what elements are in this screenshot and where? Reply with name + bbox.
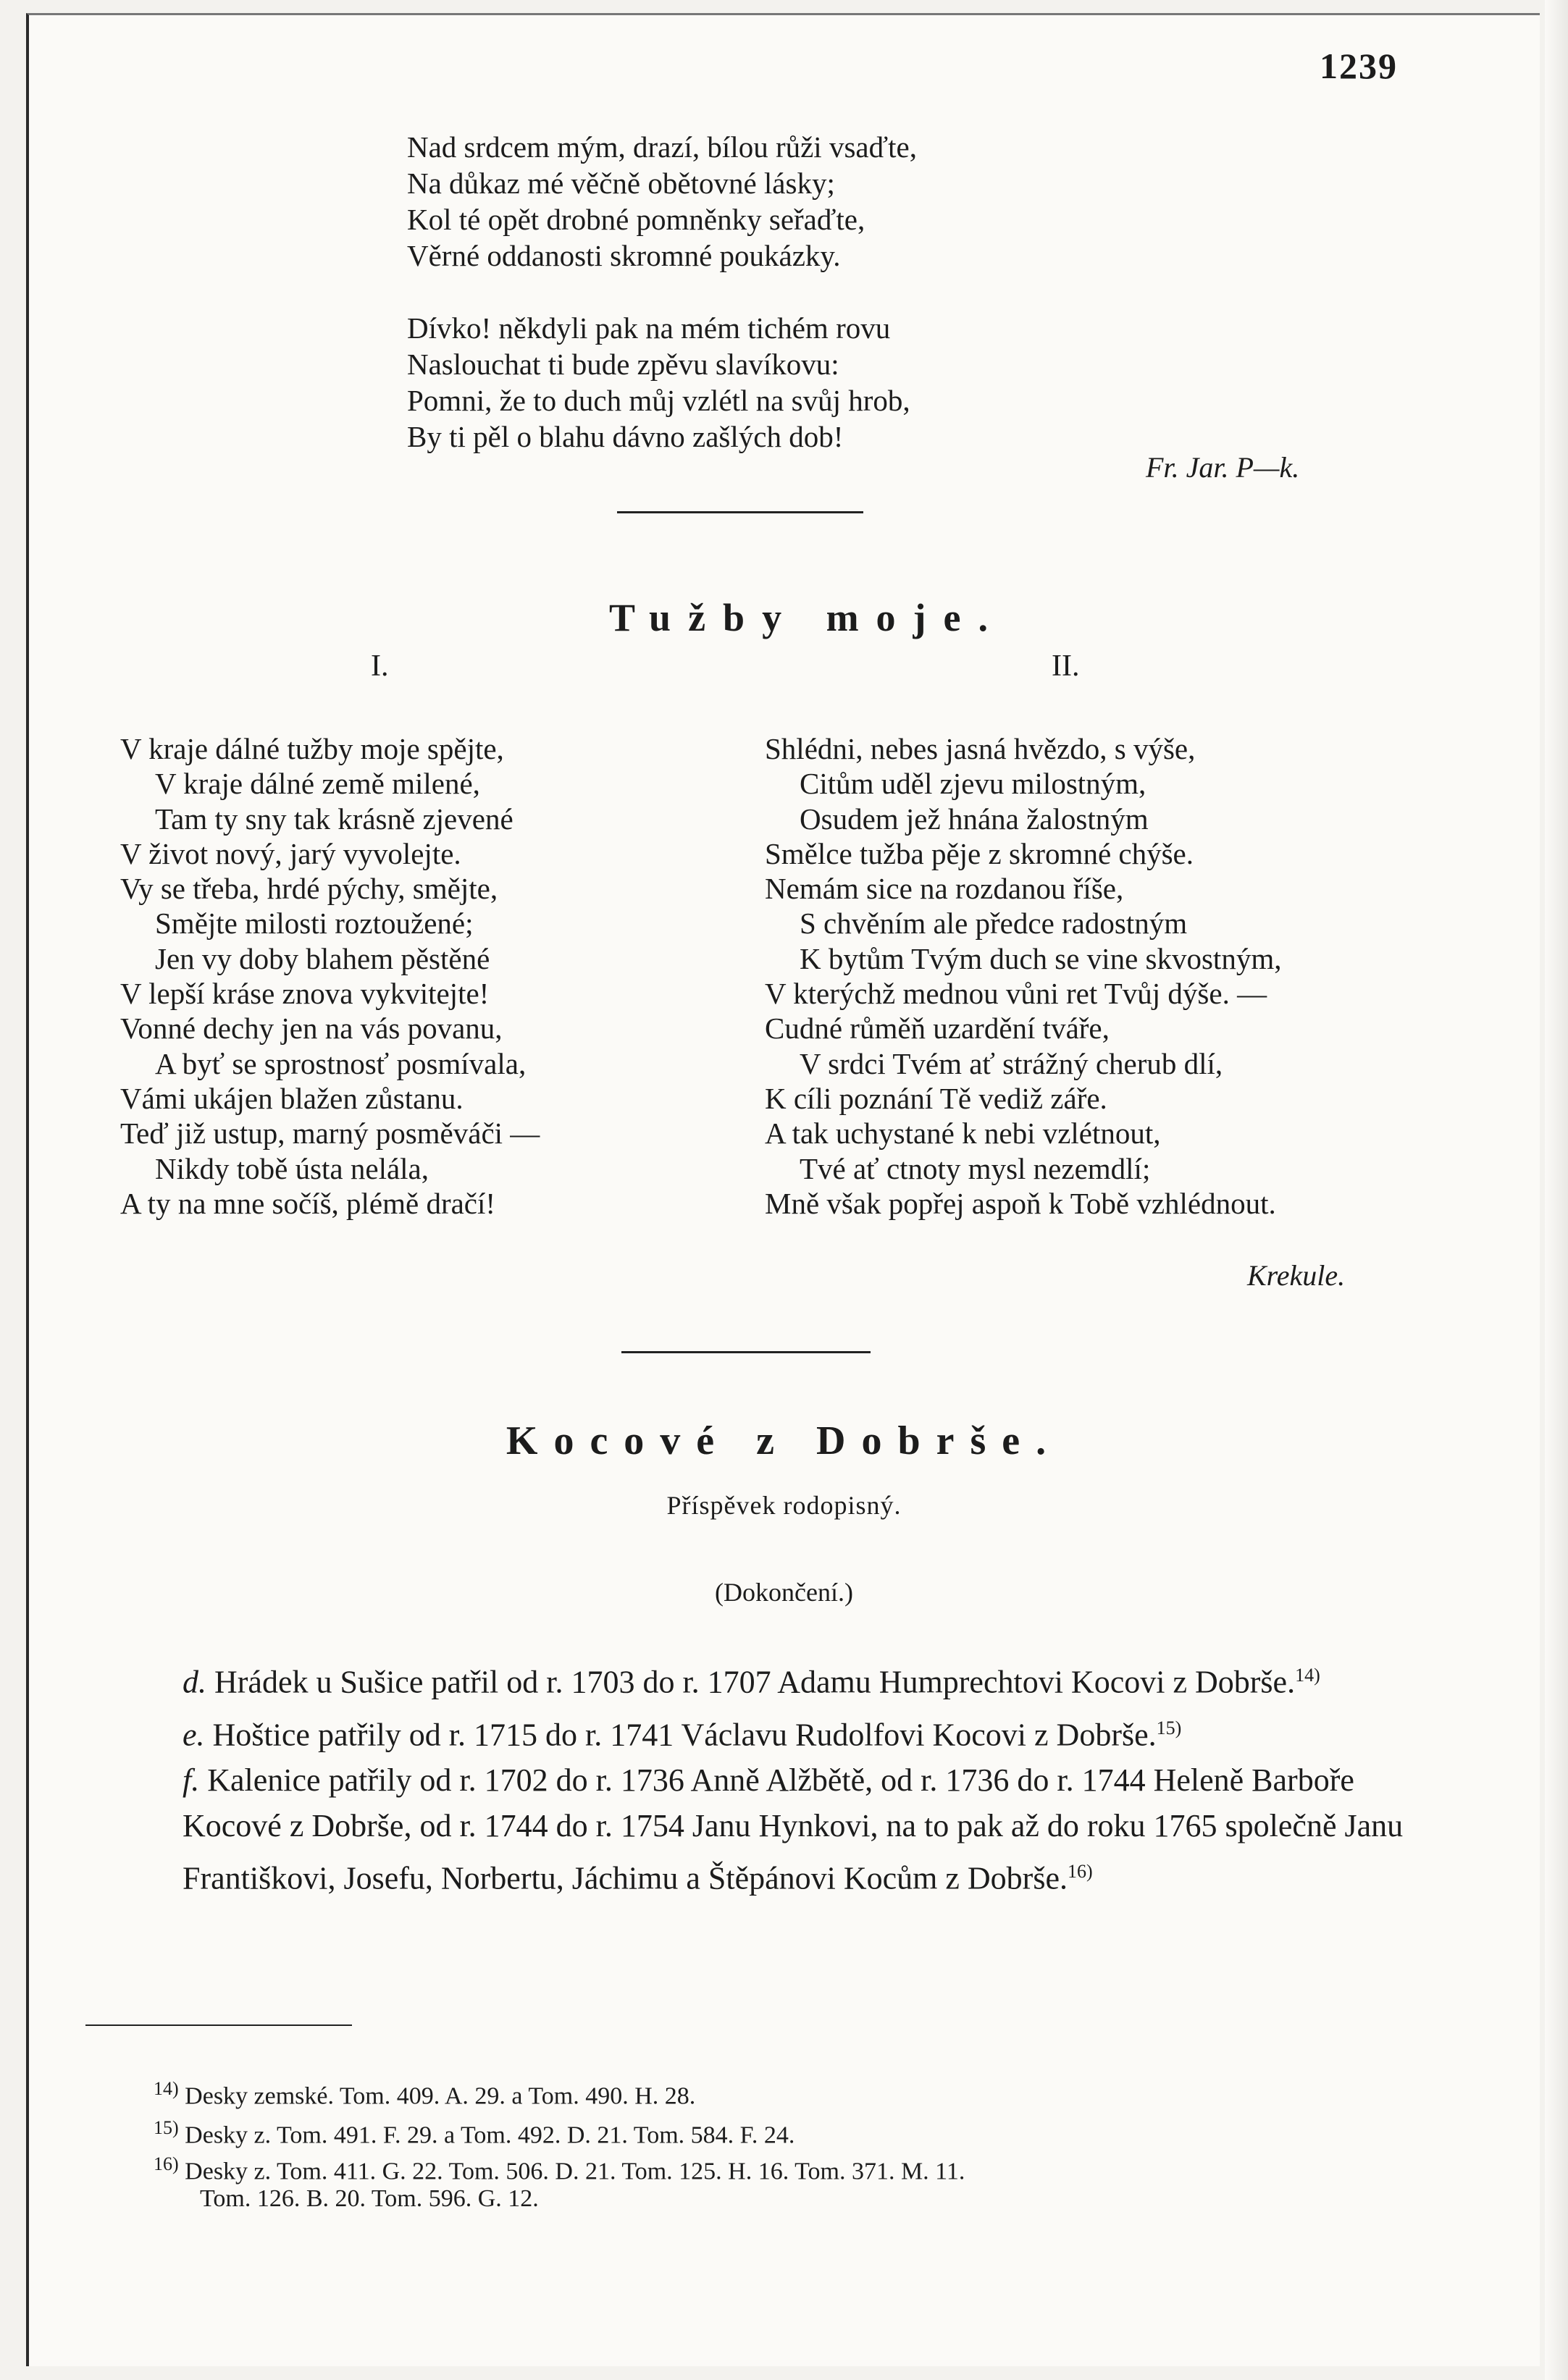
footnote-ref: 16) — [1068, 1861, 1093, 1883]
article-paragraph — [81, 1705, 1414, 1758]
verse-line: Citům uděl zjevu milostným, — [800, 767, 1146, 801]
footnote-ref: 14) — [1295, 1665, 1320, 1686]
footnote-mark: 14) — [154, 2078, 179, 2099]
footnote-divider — [85, 2024, 352, 2026]
verse-line: Naslouchat ti bude zpěvu slavíkovu: — [407, 348, 839, 381]
verse-line: A tak uchystané k nebi vzlétnout, — [765, 1117, 1161, 1151]
footnote-16-continued — [200, 2182, 539, 2216]
poem-2-part-2-label: II. — [1052, 649, 1080, 683]
section-divider — [617, 511, 863, 513]
verse-line: By ti pěl o blahu dávno zašlých dob! — [407, 420, 844, 453]
article-continued-note: (Dokončení.) — [715, 1578, 853, 1607]
paragraph-label: f. — [183, 1762, 200, 1799]
poem-2-title: Tužby moje. — [608, 596, 1006, 639]
article-subtitle: Příspěvek rodopisný. — [666, 1491, 902, 1520]
verse-line: Tam ty sny tak krásně zjevené — [155, 802, 513, 836]
article-body — [81, 1652, 1414, 1901]
article-title: Kocové z Dobrše. — [506, 1418, 1062, 1463]
section-divider — [621, 1351, 871, 1353]
verse-line: V srdci Tvém ať strážný cherub dlí, — [800, 1046, 1223, 1080]
poem-2-part-1 — [120, 731, 540, 1221]
verse-line: Nemám sice na rozdanou říše, — [765, 872, 1124, 906]
verse-line: V lepší kráse znova vykvitejte! — [120, 977, 490, 1011]
verse-line: Cudné růměň uzardění tváře, — [765, 1012, 1110, 1046]
footnote-ref: 15) — [1156, 1717, 1182, 1738]
verse-line: Na důkaz mé věčně obětovné lásky; — [407, 167, 835, 200]
poem-1-stanza-1 — [407, 129, 917, 274]
article-paragraph — [81, 1652, 1414, 1705]
verse-line: Kol té opět drobné pomněnky seřaďte, — [407, 203, 865, 236]
verse-line: Pomni, že to duch můj vzlétl na svůj hrob, — [407, 384, 910, 417]
verse-line: Osudem jež hnána žalostným — [800, 802, 1149, 836]
verse-line: K bytům Tvým duch se vine skvostným, — [800, 941, 1282, 975]
footnote-text: Tom. 126. B. 20. Tom. 596. G. 12. — [200, 2185, 539, 2212]
poem-1-signature: Fr. Jar. P—k. — [1146, 451, 1300, 484]
verse-line: Vámi ukájen blažen zůstanu. — [120, 1081, 464, 1115]
poem-1-stanza-2 — [407, 310, 917, 455]
verse-line: V kraje dálné země milené, — [155, 767, 480, 801]
footnote-text: Desky zemské. Tom. 409. A. 29. a Tom. 490. H. 28. — [185, 2082, 696, 2110]
verse-line: Tvé ať ctnoty mysl nezemdlí; — [800, 1151, 1151, 1185]
verse-line: Mně však popřej aspoň k Tobě vzhlédnout. — [765, 1186, 1276, 1220]
verse-line: K cíli poznání Tě vediž záře. — [765, 1081, 1107, 1115]
verse-line: V život nový, jarý vyvolejte. — [120, 836, 461, 870]
paragraph-text: Hoštice patřily od r. 1715 do r. 1741 Václavu Rudolfovi Kocovi z Dobrše. — [212, 1717, 1157, 1753]
verse-line: A ty na mne sočíš, plémě dračí! — [120, 1186, 496, 1220]
footnote-mark: 16) — [154, 2153, 179, 2174]
poem-2-part-1-label: I. — [371, 649, 389, 683]
verse-line: Dívko! někdyli pak na mém tichém rovu — [407, 311, 891, 345]
verse-line: Nad srdcem mým, drazí, bílou růži vsaďte, — [407, 130, 917, 164]
page-number: 1239 — [1320, 46, 1398, 86]
verse-line: V kterýchž mednou vůni ret Tvůj dýše. — — [765, 977, 1267, 1011]
verse-line: Shlédni, nebes jasná hvězdo, s výše, — [765, 732, 1196, 765]
verse-line: Teď již ustup, marný posměváči — — [120, 1117, 540, 1151]
verse-line: Jen vy doby blahem pěstěné — [155, 941, 490, 975]
verse-line: A byť se sprostnosť posmívala, — [155, 1046, 527, 1080]
article-paragraph — [81, 1757, 1414, 1901]
poem-2-part-2 — [765, 731, 1281, 1221]
footnote-mark: 15) — [154, 2117, 179, 2138]
paragraph-label: e. — [183, 1717, 205, 1753]
paragraph-text: Kalenice patřily od r. 1702 do r. 1736 Anně Alžbětě, od r. 1736 do r. 1744 Heleně Barboře Kocové z Dobrše, od r. 1744 do r. 1754 Janu Hynkovi, na to pak až do roku 1765 společně Janu Františkovi, Josefu, Norbertu, Jáchimu a Štěpánovi Kocům z Dobrše. — [183, 1762, 1404, 1896]
poem-1 — [407, 129, 917, 491]
paragraph-text: Hrádek u Sušice patřil od r. 1703 do r. 1707 Adamu Humprechtovi Kocovi z Dobrše. — [214, 1664, 1296, 1700]
verse-line: Vy se třeba, hrdé pýchy, smějte, — [120, 872, 498, 906]
footnote-15 — [154, 2111, 795, 2152]
verse-line: S chvěním ale předce radostným — [800, 907, 1188, 941]
verse-line: V kraje dálné tužby moje spějte, — [120, 732, 504, 765]
verse-line: Vonné dechy jen na vás povanu, — [120, 1012, 503, 1046]
verse-line: Smějte milosti roztoužené; — [155, 907, 474, 941]
footnote-14 — [154, 2072, 695, 2113]
footnote-text: Desky z. Tom. 491. F. 29. a Tom. 492. D. 21. Tom. 584. F. 24. — [185, 2122, 795, 2149]
footnote-text: Desky z. Tom. 411. G. 22. Tom. 506. D. 21. Tom. 125. H. 16. Tom. 371. M. 11. — [185, 2158, 965, 2185]
verse-line: Smělce tužba pěje z skromné chýše. — [765, 836, 1194, 870]
verse-line: Nikdy tobě ústa nelála, — [155, 1151, 429, 1185]
poem-2-signature: Krekule. — [1247, 1259, 1346, 1292]
verse-line: Věrné oddanosti skromné poukázky. — [407, 239, 841, 272]
paragraph-label: d. — [183, 1664, 206, 1700]
page-edge-shadow — [1545, 0, 1568, 2380]
